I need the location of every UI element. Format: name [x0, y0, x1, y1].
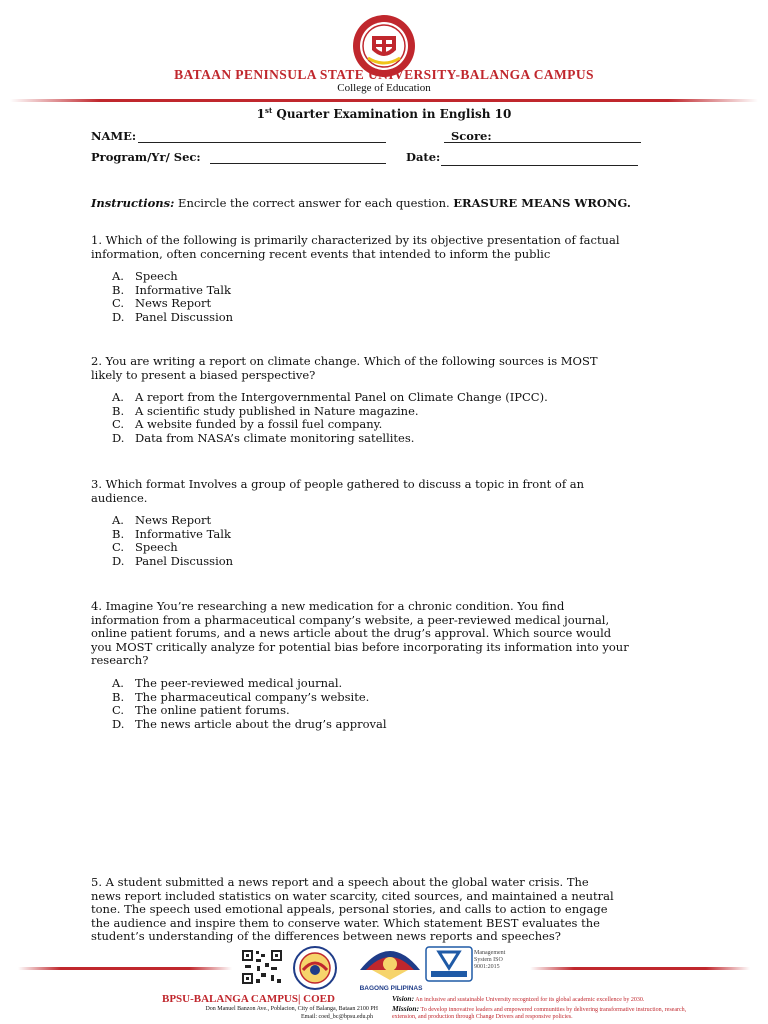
option[interactable]: D. Data from NASA’s climate monitoring satellites.: [112, 430, 415, 445]
question-3: 3. Which format Involves a group of people gathered to discuss a topic in front of an audience.: [91, 477, 585, 505]
option[interactable]: B. The pharmaceutical company’s website.: [112, 689, 370, 704]
footer-mission: Mission: To develop innovative leaders and empowered communities by delivering transformative instruction, research, extension, and production through Change Drivers and responsive policies.: [392, 1004, 687, 1020]
option[interactable]: A. The peer-reviewed medical journal.: [112, 676, 343, 690]
option[interactable]: D. Panel Discussion: [112, 309, 234, 324]
qr-code-icon: [241, 949, 283, 985]
footer-vision: Vision: An inclusive and sustainable University recognized for its global academic excellence by 2030.: [392, 994, 645, 1003]
option[interactable]: C. The online patient forums.: [112, 703, 290, 718]
program-field[interactable]: [210, 163, 386, 164]
footer-divider-right: [530, 967, 750, 970]
question-1: 1. Which of the following is primarily characterized by its objective presentation of factual information, often concerning recent events that intended to inform the public: [91, 233, 620, 261]
question-2: 2. You are writing a report on climate change. Which of the following sources is MOST likely to present a biased perspective?: [91, 354, 598, 382]
footer-divider-left: [18, 967, 232, 970]
question-4-options: [112, 677, 387, 731]
option[interactable]: C. News Report: [112, 296, 212, 311]
name-label: NAME:: [91, 129, 137, 143]
option[interactable]: A. Speech: [112, 269, 178, 283]
date-label: Date:: [406, 150, 441, 164]
option[interactable]: B. Informative Talk: [112, 526, 231, 541]
question-4: 4. Imagine You’re researching a new medication for a chronic condition. You find information from a pharmaceutical company’s website, a peer-reviewed medical journal, online patient forums, and a news article about the drug’s approval. Which source would you MOST critically analyze for potential bias before incorporating its information into your research?: [91, 599, 629, 668]
exam-title: 1st Quarter Examination in English 10: [256, 106, 512, 121]
option[interactable]: B. A scientific study published in Nature magazine.: [112, 403, 419, 418]
college-name: College of Education: [337, 82, 431, 94]
footer-address: Don Manuel Banzon Ave., Poblacion, City of Balanga, Bataan 2100 PH: [205, 1006, 378, 1012]
tuv-certification-logo: [425, 946, 473, 982]
option[interactable]: D. The news article about the drug’s approval: [112, 716, 387, 731]
bagong-pilipinas-text: BAGONG PILIPINAS: [359, 985, 423, 992]
footer-campus: BPSU-BALANGA CAMPUS| COED: [162, 993, 335, 1005]
question-3-options: [112, 514, 233, 568]
question-1-options: [112, 270, 233, 324]
option[interactable]: A. News Report: [112, 513, 212, 527]
question-5: 5. A student submitted a news report and a speech about the global water crisis. The news report included statistics on water scarcity, cited sources, and maintained a neutral tone. The speech used emotional appeals, personal stories, and calls to action to engage the audience and inspire them to conserve water. Which statement BEST evaluates the student’s understanding of the differences between news reports and speeches?: [91, 875, 614, 944]
header-divider: [10, 99, 758, 102]
footer-email: Email: coed_bc@bpsu.edu.ph: [300, 1014, 373, 1020]
accreditation-seal-icon: [293, 946, 337, 990]
score-label: Score:: [451, 129, 492, 143]
bagong-pilipinas-logo: [352, 940, 428, 990]
score-field[interactable]: [444, 142, 641, 143]
option[interactable]: D. Panel Discussion: [112, 553, 234, 568]
option[interactable]: C. A website funded by a fossil fuel company.: [112, 417, 383, 432]
option[interactable]: B. Informative Talk: [112, 282, 231, 297]
name-field[interactable]: [138, 142, 386, 143]
certification-text: Management System ISO 9001:2015: [474, 950, 506, 970]
date-field[interactable]: [441, 165, 638, 166]
question-2-options: [112, 391, 548, 445]
program-label: Program/Yr/ Sec:: [91, 150, 201, 164]
instructions: Instructions: Encircle the correct answer for each question. ERASURE MEANS WRONG.: [91, 196, 631, 210]
option[interactable]: A. A report from the Intergovernmental Panel on Climate Change (IPCC).: [112, 390, 548, 404]
university-name: BATAAN PENINSULA STATE UNIVERSITY-BALANGA CAMPUS: [174, 67, 594, 82]
option[interactable]: C. Speech: [112, 540, 178, 555]
